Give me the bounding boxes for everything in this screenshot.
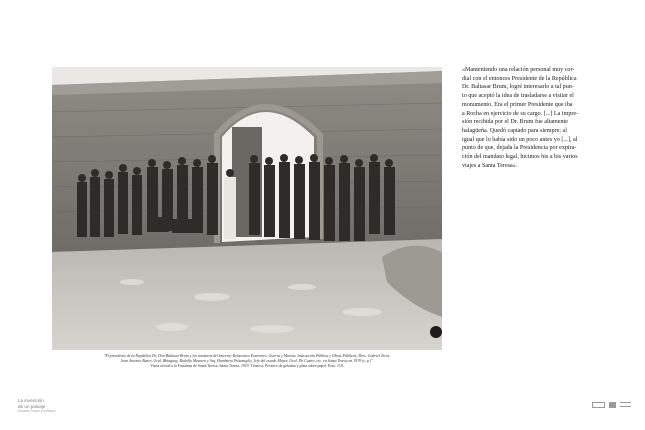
footer-book-title <box>18 398 56 413</box>
footer-note: Eduardo Simón y Emiliano <box>18 409 56 413</box>
caption-line-2: Juan Antonio Buero, Gral. Bbiaguay, Rodolfo Mezzera y Arq. Humberto Pittamiglio, Jefe del estado Mayor, Gral. De Castro, etc. en Santa Teresa en 1919 (s. p.)". <box>120 359 374 364</box>
ministry-logo-icon <box>609 402 616 408</box>
footer-logos <box>592 401 631 408</box>
historic-photograph <box>52 67 442 350</box>
caption-line-3: Visita oficial a la Fortaleza de Santa Teresa. Santa Teresa, 1919. Técnica: Positivo de gelatina y plata sobre papel. Foto: 118. <box>150 364 344 369</box>
footer-title: La invención <box>18 398 44 403</box>
publisher-logo-icon <box>620 402 631 407</box>
historic-group-photo-icon <box>52 67 442 350</box>
footer-subtitle: de un paisaje <box>18 403 46 409</box>
photo-caption <box>52 354 442 370</box>
caption-line-1: "El presidente de la República Dr. Don Baltasar Brum y los ministros del Interior, Relaciones Exteriores, Guerra y Marina, Instrucción Pública y Obras Públicas; Dres. Gabriel Terra, <box>103 354 391 358</box>
institution-logo-icon <box>592 402 605 408</box>
quote-text: «Manteniendo una relación personal muy cor- dial con el entonces Presidente de la República Dr. Baltasar Brum, logré interesarlo a tal pun- to que aceptó la idea de trasladarse a visitar el monumento. Era el primer Presidente que iba a Rocha en ejercicio de su cargo. [...] La impre- sión recibida por el Dr. Brum fue altamente halagüeña. Quedó captado para siempre; al igual que lo había sido un poco antes yo [...], al punto de que, dejada la Presidencia por expira- ción del mandato legal, hicimos bis a bis varios viajes a Santa Teresa». <box>462 67 579 169</box>
